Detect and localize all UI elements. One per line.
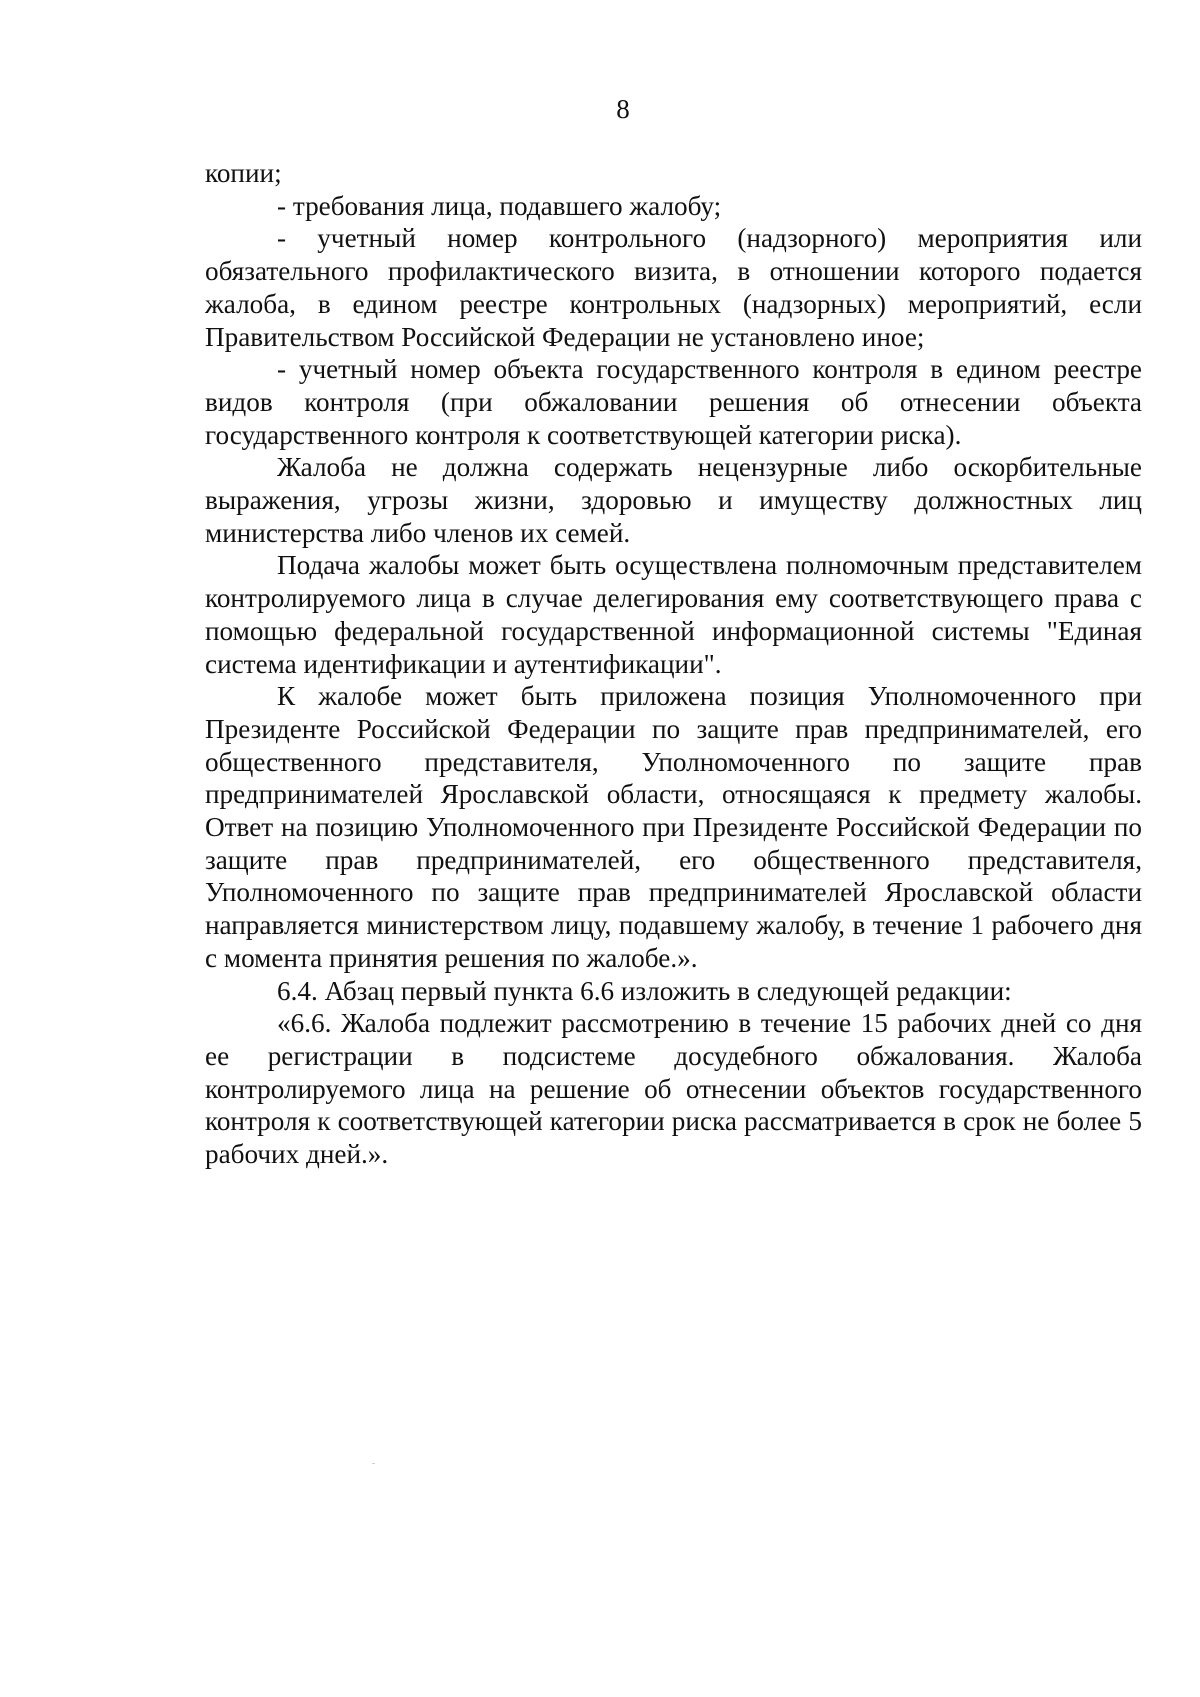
paragraph-complaint-content-restrictions: Жалоба не должна содержать нецензурные либо оскорбительные выражения, угрозы жизни, здоровью и имуществу должностных лиц министерства либо членов их семей. — [205, 452, 1142, 548]
paragraph-ombudsman-position: К жалобе может быть приложена позиция Уполномоченного при Президенте Российской Федерации по защите прав предпринимателей, его общественного представителя, Уполномоченного по защите прав предпринимателей Ярославской области, относящаяся к предмету жалобы. Ответ на позицию Уполномоченного при Президенте Российской Федерации по защите прав предпринимателей, его общественного представителя, Уполномоченного по защите прав предпринимателей Ярославской области направляется министерством лицу, подавшему жалобу, в течение 1 рабочего дня с момента принятия решения по жалобе.». — [205, 681, 1142, 973]
list-item-control-event-number: - учетный номер контрольного (надзорного) мероприятия или обязательного профилактического визита, в отношении которого подается жалоба, в едином реестре контрольных (надзорных) мероприятий, если Правительством Российской Федерации не установлено иное; — [205, 223, 1142, 352]
paragraph-new-text-6-6: «6.6. Жалоба подлежит рассмотрению в течение 15 рабочих дней со дня ее регистрации в подсистеме досудебного обжалования. Жалоба контролируемого лица на решение об отнесении объектов государственного контроля к соответствующей категории риска рассматривается в срок не более 5 рабочих дней.». — [205, 1008, 1142, 1170]
list-item-control-object-number: - учетный номер объекта государственного контроля в едином реестре видов контроля (при обжаловании решения об отнесении объекта государственного контроля к соответствующей категории риска). — [205, 354, 1142, 450]
document-body — [205, 157, 1142, 1171]
paragraph-amendment-6-4: 6.4. Абзац первый пункта 6.6 изложить в следующей редакции: — [277, 975, 1012, 1006]
page-number: 8 — [616, 94, 630, 124]
paragraph-complaint-submission-by-representative: Подача жалобы может быть осуществлена полномочным представителем контролируемого лица в случае делегирования ему соответствующего права с помощью федеральной государственной информационной системы "Единая система идентификации и аутентификации". — [205, 550, 1142, 679]
paragraph-continuation: копии; — [205, 158, 282, 188]
list-item-complainant-requirements: - требования лица, подавшего жалобу; — [277, 190, 722, 221]
scan-speck — [372, 1463, 375, 1464]
